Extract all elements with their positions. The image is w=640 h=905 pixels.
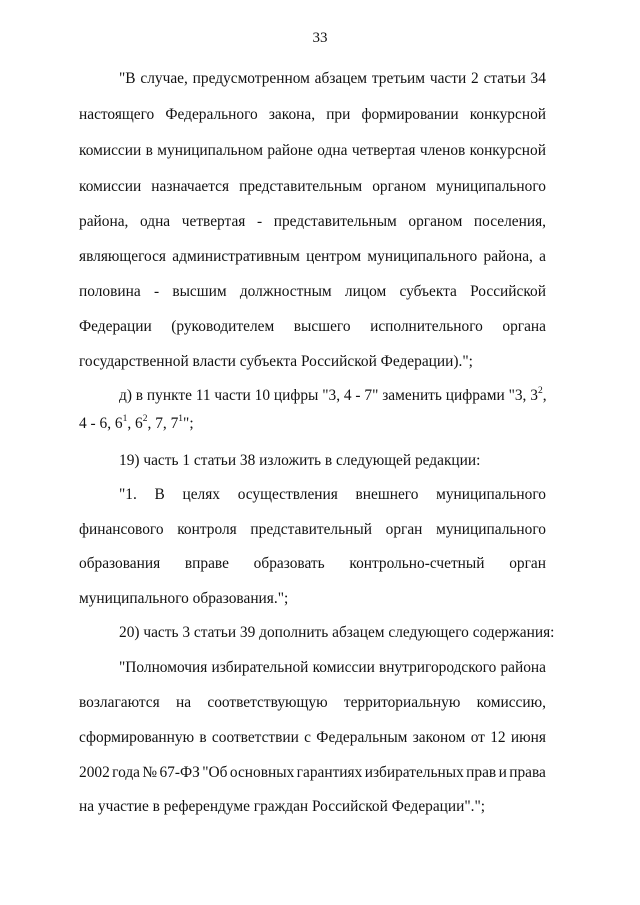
word: настоящего xyxy=(79,106,155,123)
text-line xyxy=(79,554,546,574)
word: случае, xyxy=(140,70,188,87)
word: абзацем xyxy=(314,70,368,87)
word: вправе xyxy=(184,555,229,572)
word: внешнего xyxy=(355,486,419,503)
text-line xyxy=(79,105,546,125)
word: комиссии xyxy=(79,178,142,195)
word: в xyxy=(145,142,153,159)
word: административным xyxy=(172,248,300,265)
word: представительным xyxy=(239,178,363,195)
word: районе xyxy=(267,142,313,159)
word: образования xyxy=(79,555,161,572)
text-line xyxy=(79,520,546,540)
word: закона, xyxy=(268,106,316,123)
word: муниципального xyxy=(436,521,546,538)
word: в xyxy=(199,729,207,746)
word: четвертая xyxy=(351,142,416,159)
word: муниципального xyxy=(436,178,546,195)
word: членов xyxy=(419,142,466,159)
word: орган xyxy=(509,555,546,572)
word: (руководителем xyxy=(171,318,275,335)
word: должностным xyxy=(239,283,332,300)
word: и xyxy=(498,764,507,781)
word: района, xyxy=(79,213,129,230)
word: В xyxy=(154,486,165,503)
text-line xyxy=(119,69,546,89)
text-line xyxy=(79,763,546,783)
word: "Полномочия xyxy=(119,659,208,676)
text-line xyxy=(79,317,546,337)
word: назначается xyxy=(151,178,230,195)
text-line: д) в пункте 11 части 10 цифры "3, 4 - 7" заменить цифрами "3, $3^2$, xyxy=(119,385,547,404)
word: 12 xyxy=(490,729,506,746)
word: высшего xyxy=(293,318,351,335)
word: № xyxy=(142,764,158,781)
word: соответствии xyxy=(211,729,299,746)
word: комиссии xyxy=(312,659,375,676)
word: от xyxy=(470,729,485,746)
word: 2002 xyxy=(79,764,110,781)
word: основных xyxy=(229,764,295,781)
page-number: 33 xyxy=(312,30,328,46)
word: исполнительного xyxy=(370,318,483,335)
word: сформированную xyxy=(79,729,195,746)
word: конкурсной xyxy=(469,142,546,159)
word: органа xyxy=(502,318,546,335)
text-line: 19) часть 1 статьи 38 изложить в следующей редакции: xyxy=(119,452,481,469)
word: июня xyxy=(510,729,546,746)
word: Федерального xyxy=(165,106,258,123)
text-line xyxy=(79,177,546,197)
superscript: 2 xyxy=(142,413,148,424)
word: четвертая xyxy=(181,213,246,230)
word: органом xyxy=(408,213,463,230)
word: гарантиях xyxy=(296,764,363,781)
word: "Об xyxy=(202,764,228,781)
text-line xyxy=(79,141,546,161)
word: контроля xyxy=(177,521,237,538)
word: органом xyxy=(372,178,427,195)
word: соответствующую xyxy=(207,694,328,711)
word: района, xyxy=(483,248,533,265)
word: Федерации xyxy=(79,318,152,335)
word: поселения, xyxy=(473,213,546,230)
word: являющегося xyxy=(79,248,167,265)
word: района xyxy=(500,659,546,676)
word: одна xyxy=(139,213,171,230)
text-line: 4 - 6, $6^1$, $6^2$, 7, $7^1$"; xyxy=(79,413,194,432)
text-line xyxy=(79,728,546,748)
word: а xyxy=(539,248,546,265)
text-line xyxy=(119,485,546,505)
word: комиссии xyxy=(79,142,142,159)
word: комиссию, xyxy=(476,694,546,711)
word: образовать xyxy=(253,555,325,572)
word: представительный xyxy=(250,521,372,538)
word: возлагаются xyxy=(79,694,160,711)
text-line: государственной власти субъекта Российской Федерации)."; xyxy=(79,353,473,370)
word: одна xyxy=(317,142,348,159)
word: с xyxy=(304,729,312,746)
word: внутригородского xyxy=(378,659,497,676)
word: 2 xyxy=(471,70,479,87)
word: формировании xyxy=(361,106,459,123)
word: территориальную xyxy=(343,694,461,711)
text-line xyxy=(119,658,546,678)
text-line xyxy=(79,212,546,232)
text-line: на участие в референдуме граждан Российской Федерации"."; xyxy=(79,798,486,815)
superscript: 1 xyxy=(122,413,128,424)
superscript: 1 xyxy=(178,413,184,424)
word: при xyxy=(326,106,351,123)
word: на xyxy=(176,694,192,711)
word: лицом xyxy=(344,283,387,300)
word: муниципального xyxy=(436,486,546,503)
word: конкурсной xyxy=(469,106,546,123)
word: части xyxy=(429,70,467,87)
word: субъекта xyxy=(399,283,457,300)
word: "1. xyxy=(119,486,137,503)
word: целях xyxy=(182,486,220,503)
word: контрольно-счетный xyxy=(349,555,485,572)
text-line xyxy=(79,693,546,713)
word: права xyxy=(509,764,546,781)
word: высшим xyxy=(172,283,227,300)
text-line: 20) часть 3 статьи 39 дополнить абзацем следующего содержания: xyxy=(119,624,555,641)
word: половина xyxy=(79,283,141,300)
text-line: муниципального образования."; xyxy=(79,590,289,607)
word: избирательной xyxy=(211,659,309,676)
text-line xyxy=(79,247,546,267)
word: 67-ФЗ xyxy=(159,764,200,781)
word: законом xyxy=(412,729,466,746)
word: представительным xyxy=(273,213,397,230)
word: финансового xyxy=(79,521,164,538)
word: статьи xyxy=(483,70,526,87)
word: центром xyxy=(306,248,362,265)
word: избирательных xyxy=(364,764,464,781)
word: муниципальном xyxy=(157,142,263,159)
word: - xyxy=(153,283,160,300)
word: Российской xyxy=(470,283,546,300)
superscript: 2 xyxy=(537,385,543,396)
word: третьим xyxy=(371,70,426,87)
word: "В xyxy=(119,70,136,87)
word: прав xyxy=(466,764,497,781)
text-line xyxy=(79,282,546,302)
word: года xyxy=(112,764,141,781)
word: орган xyxy=(385,521,423,538)
word: Федеральным xyxy=(316,729,408,746)
word: предусмотренном xyxy=(192,70,310,87)
word: 34 xyxy=(530,70,546,87)
word: осуществления xyxy=(237,486,338,503)
word: - xyxy=(256,213,263,230)
word: муниципального xyxy=(367,248,478,265)
